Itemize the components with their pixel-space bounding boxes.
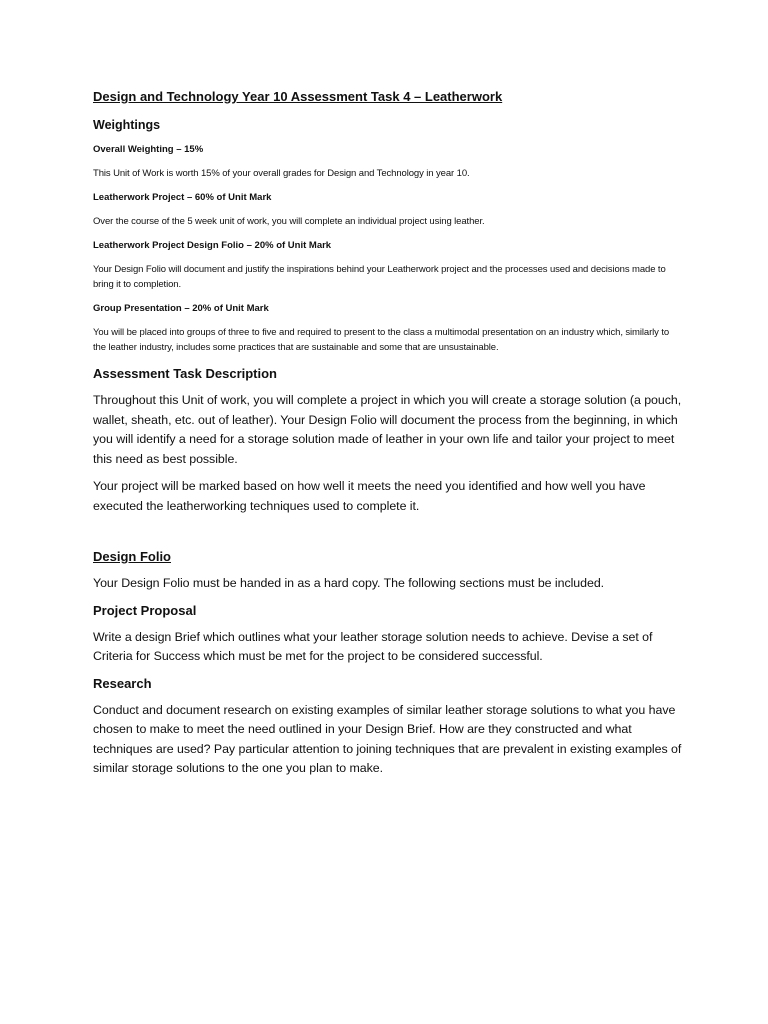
description-heading: Assessment Task Description: [93, 366, 277, 381]
design-folio-heading: Design Folio: [93, 549, 171, 564]
overall-weighting-text: This Unit of Work is worth 15% of your overall grades for Design and Technology in year 10.: [93, 168, 470, 179]
project-proposal-text: Write a design Brief which outlines what your leather storage solution needs to achieve. Devise a set of Criteria for Success which must be met for the project to be considered successful.: [93, 629, 653, 663]
project-weighting-heading: Leatherwork Project – 60% of Unit Mark: [93, 192, 272, 203]
section-spacer: [93, 524, 683, 548]
folio-weighting-text: Your Design Folio will document and justify the inspirations behind your Leatherwork project and the processes used and decisions made to bring it to completion.: [93, 264, 666, 290]
description-paragraph-2: Your project will be marked based on how well it meets the need you identified and how well you have executed the leatherworking techniques used to complete it.: [93, 479, 646, 513]
project-proposal-heading: Project Proposal: [93, 602, 197, 618]
project-weighting-text: Over the course of the 5 week unit of work, you will complete an individual project using leather.: [93, 216, 485, 227]
design-folio-intro: Your Design Folio must be handed in as a hard copy. The following sections must be included.: [93, 576, 605, 590]
research-text: Conduct and document research on existing examples of similar leather storage solutions to what you have chosen to make to meet the need outlined in your Design Brief. How are they constructed and what techniques are used? Pay particular attention to joining techniques that are prevalent in existing examples of similar storage solutions to the one you plan to make.: [93, 702, 682, 775]
folio-weighting-heading: Leatherwork Project Design Folio – 20% of Unit Mark: [93, 240, 332, 251]
document-page: [93, 88, 683, 787]
research-heading: Research: [93, 675, 152, 691]
description-paragraph-1: Throughout this Unit of work, you will complete a project in which you will create a storage solution (a pouch, wallet, sheath, etc. out of leather). Your Design Folio will document the process from the beginning, in which you will identify a need for a storage solution made of leather in your own life and tailor your project to meet this need as best possible.: [93, 393, 682, 466]
group-weighting-heading: Group Presentation – 20% of Unit Mark: [93, 303, 269, 314]
overall-weighting-heading: Overall Weighting – 15%: [93, 144, 204, 155]
group-weighting-text: You will be placed into groups of three to five and required to present to the class a multimodal presentation on an industry which, similarly to the leather industry, includes some practices that are sustainable and some that are unsustainable.: [93, 327, 670, 353]
weightings-heading: Weightings: [93, 118, 161, 132]
document-title: Design and Technology Year 10 Assessment Task 4 – Leatherwork: [93, 89, 503, 104]
